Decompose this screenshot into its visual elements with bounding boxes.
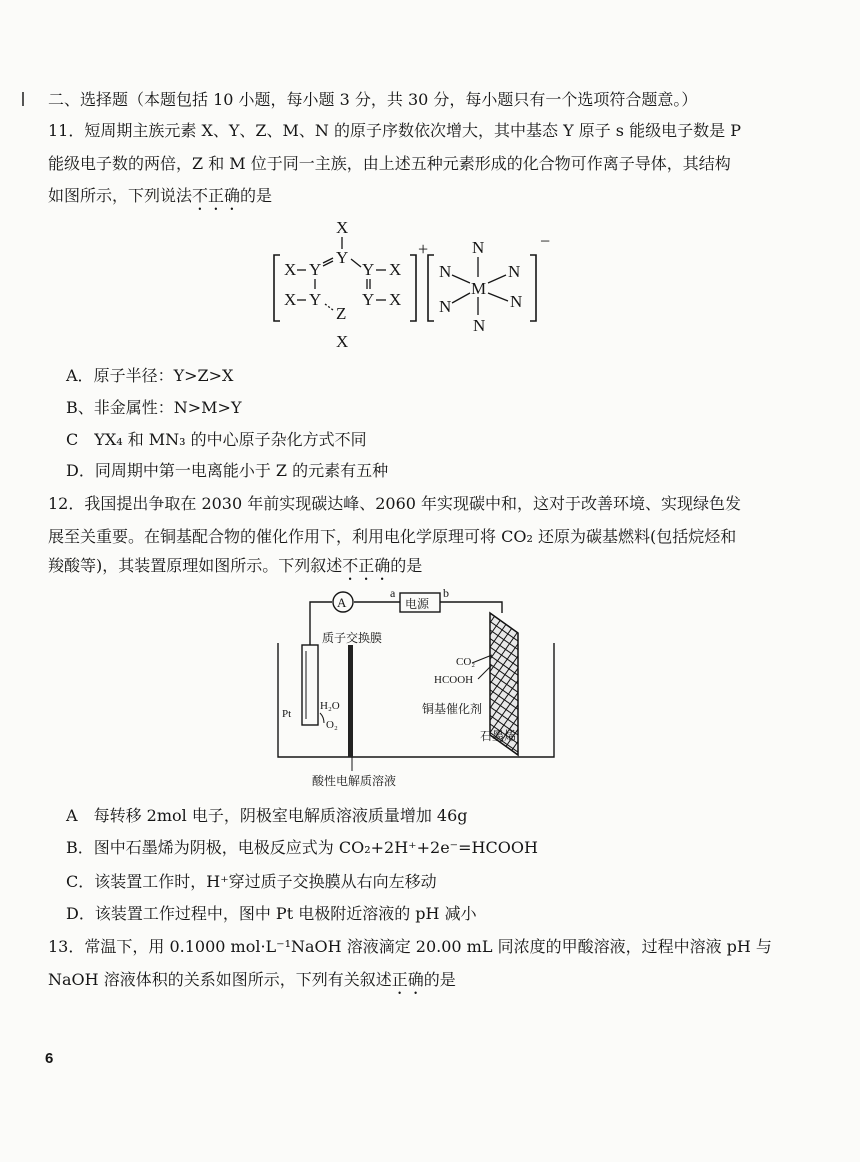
ligand-n: N (439, 262, 452, 281)
electrolyte-label: 酸性电解质溶液 (312, 774, 397, 788)
q11-structure-figure (262, 215, 562, 355)
emphasis-not-correct: 不正确 (342, 556, 391, 575)
atom-z: Z (336, 304, 347, 323)
atom-x: X (284, 290, 297, 309)
q11-option-a: A．原子半径：Y>Z>X (66, 366, 234, 385)
atom-x-bottom: X (336, 332, 349, 351)
q11-option-d: D．同周期中第一电离能小于 Z 的元素有五种 (66, 461, 389, 480)
q12-stem-line1: 12．我国提出争取在 2030 年前实现碳达峰、2060 年实现碳中和，这对于改善环境、实现绿色发 (48, 494, 742, 513)
hcooh-label: HCOOH (434, 674, 474, 686)
terminal-a: a (390, 586, 396, 600)
pt-label: Pt (282, 708, 292, 720)
section-header: 二、选择题（本题包括 10 小题，每小题 3 分，共 30 分，每小题只有一个选项符合题意。） (48, 90, 698, 109)
power-label: 电源 (405, 597, 430, 611)
q11-option-b: B、非金属性：N>M>Y (66, 398, 242, 417)
q12-stem-line3: 羧酸等)，其装置原理如图所示。下列叙述不正确的是 (48, 556, 423, 575)
q13-stem-line1: 13．常温下，用 0.1000 mol·L⁻¹NaOH 溶液滴定 20.00 mL 同浓度的甲酸溶液，过程中溶液 pH 与 (48, 937, 772, 956)
q12-option-a: A 每转移 2mol 电子，阴极室电解质溶液质量增加 46g (66, 806, 468, 825)
terminal-b: b (443, 586, 449, 600)
graphene-label: 石墨烯 (480, 729, 517, 743)
margin-mark (22, 92, 24, 106)
ligand-n: N (472, 238, 485, 257)
q12-option-b: B．图中石墨烯为阴极，电极反应式为 CO₂+2H⁺+2e⁻=HCOOH (66, 838, 538, 857)
emphasis-not-correct: 不正确 (192, 186, 241, 205)
cation-charge: + (418, 239, 429, 259)
atom-x-top: X (336, 218, 349, 237)
atom-y: Y (362, 290, 375, 309)
page-number: 6 (45, 1050, 54, 1067)
q11-option-c: C YX₄ 和 MN₃ 的中心原子杂化方式不同 (66, 430, 367, 449)
ligand-n: N (508, 262, 521, 281)
q12-option-d: D．该装置工作过程中，图中 Pt 电极附近溶液的 pH 减小 (66, 904, 477, 923)
h2o-label: H₂O (320, 700, 340, 712)
q12-electrolysis-figure (268, 585, 588, 795)
q11-stem-line1: 11．短周期主族元素 X、Y、Z、M、N 的原子序数依次增大，其中基态 Y 原子 s 能级电子数是 P (48, 121, 741, 140)
atom-x: X (389, 260, 402, 279)
atom-x: X (389, 290, 402, 309)
q11-stem-line3: 如图所示，下列说法不正确的是 (48, 186, 273, 205)
pt-electrode (302, 645, 318, 725)
ligand-n: N (439, 297, 452, 316)
atom-y: Y (309, 260, 322, 279)
ammeter-label: A (337, 595, 347, 610)
proton-exchange-membrane (348, 645, 353, 757)
atom-y: Y (362, 260, 375, 279)
atom-y: Y (309, 290, 322, 309)
atom-y-top: Y (336, 248, 349, 267)
q13-stem-line2: NaOH 溶液体积的关系如图所示，下列有关叙述正确的是 (48, 970, 456, 989)
center-m: M (471, 279, 487, 298)
q12-option-c: C．该装置工作时，H⁺穿过质子交换膜从右向左移动 (66, 872, 437, 891)
ligand-n: N (510, 292, 523, 311)
anion-charge: − (540, 231, 551, 251)
membrane-label: 质子交换膜 (322, 631, 383, 645)
q11-stem-line2: 能级电子数的两倍，Z 和 M 位于同一主族，由上述五种元素形成的化合物可作离子导体，其结构 (48, 154, 731, 173)
ligand-n: N (473, 316, 486, 335)
co2-label: CO₂ (456, 656, 476, 668)
catalyst-label: 铜基催化剂 (422, 702, 483, 716)
emphasis-correct: 正确 (391, 970, 424, 989)
q12-stem-line2: 展至关重要。在铜基配合物的催化作用下，利用电化学原理可将 CO₂ 还原为碳基燃料(包括烷烃和 (48, 527, 737, 546)
o2-label: O₂ (326, 719, 338, 731)
atom-x: X (284, 260, 297, 279)
